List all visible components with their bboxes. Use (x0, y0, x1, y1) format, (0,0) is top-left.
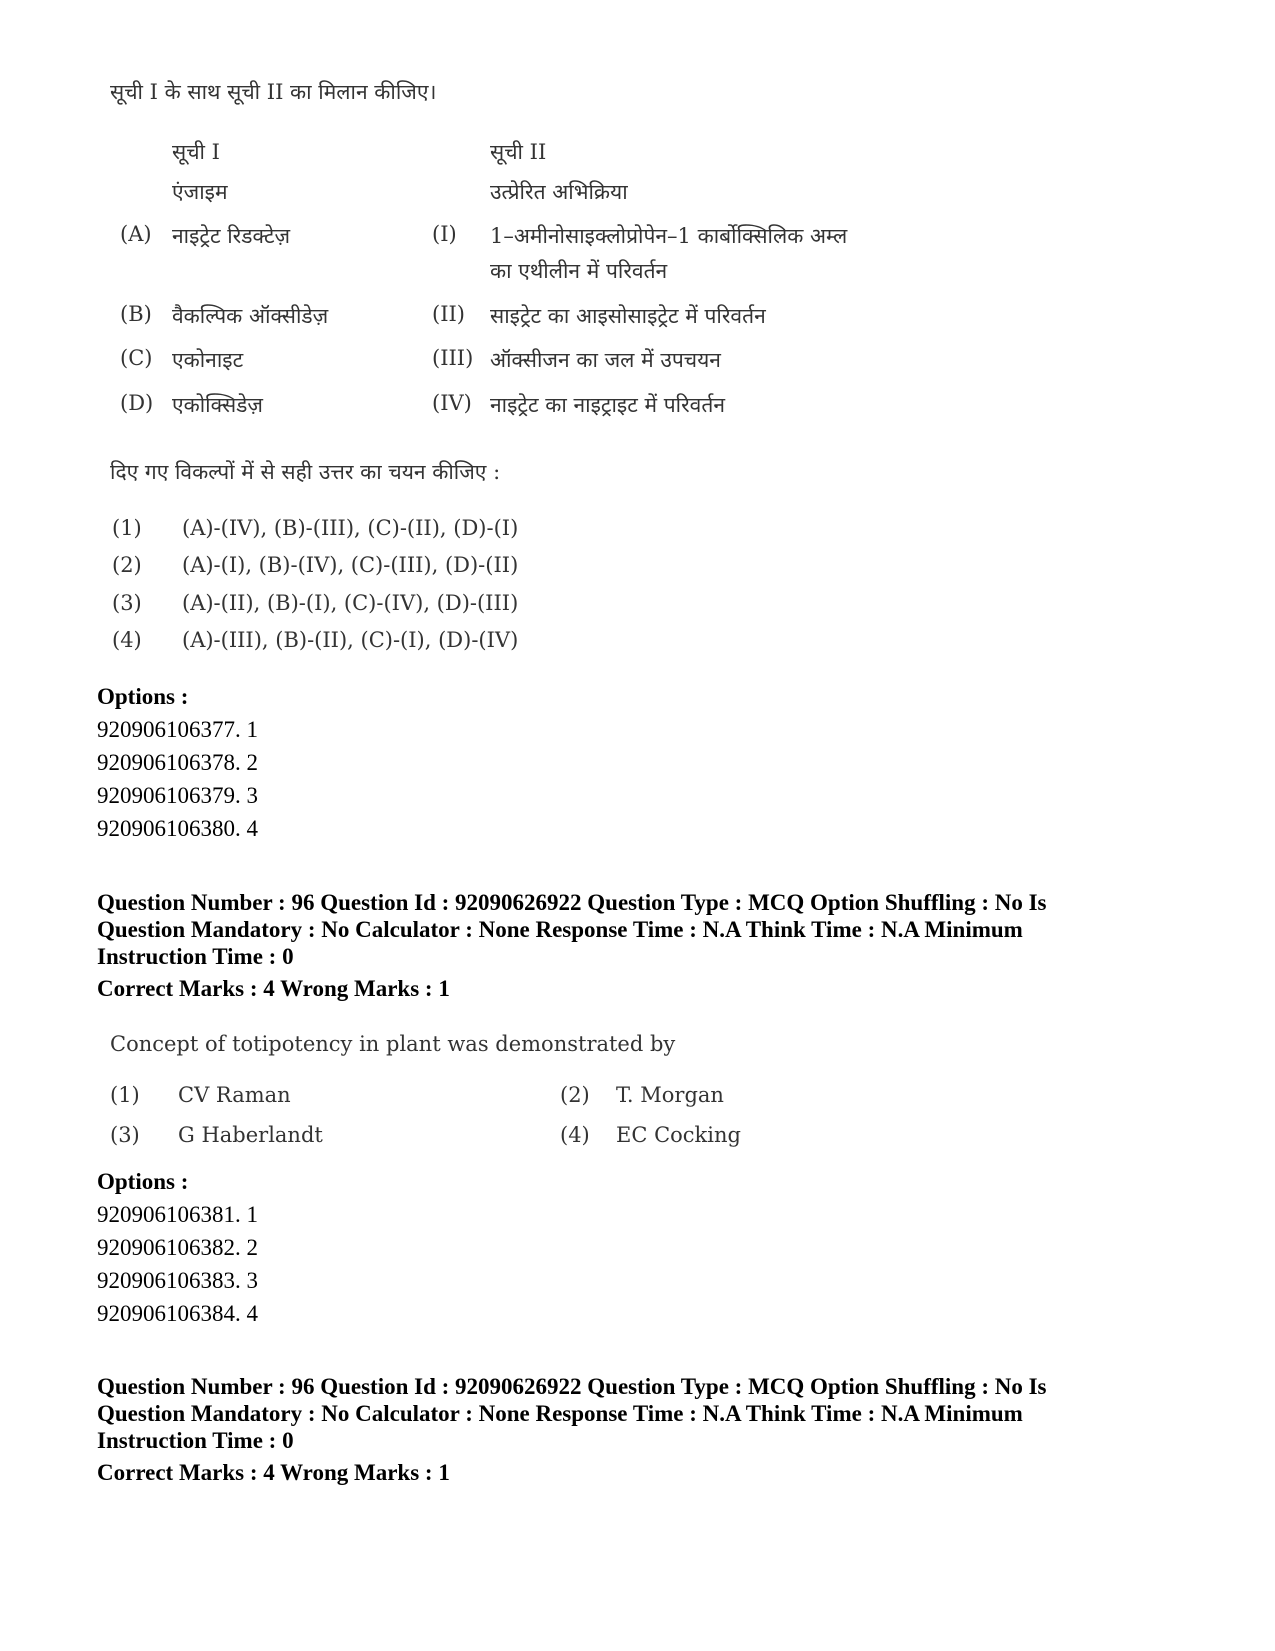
answer-number: (2) (560, 1083, 590, 1107)
list2-item-iii: ऑक्सीजन का जल में उपचयन (490, 348, 721, 372)
list1-item-c: एकोनाइट (172, 348, 244, 372)
answer-text: (A)-(I), (B)-(IV), (C)-(III), (D)-(II) (182, 553, 519, 577)
list2-label-iii: (III) (432, 346, 474, 370)
question-text: Concept of totipotency in plant was demonstrated by (110, 1032, 676, 1056)
options-label: Options : (97, 1169, 189, 1194)
list2-item-i-line2: का एथीलीन में परिवर्तन (490, 259, 668, 283)
answer-text: (A)-(IV), (B)-(III), (C)-(II), (D)-(I) (182, 516, 519, 540)
answer-text: T. Morgan (616, 1083, 724, 1107)
option-id: 920906106377. 1 (97, 717, 258, 742)
list1-item-b: वैकल्पिक ऑक्सीडेज़ (172, 304, 329, 328)
answer-number: (4) (560, 1123, 590, 1147)
list2-label-iv: (IV) (432, 391, 472, 415)
options-label: Options : (97, 684, 189, 709)
marks-line: Correct Marks : 4 Wrong Marks : 1 (97, 976, 450, 1001)
question-header-line: Instruction Time : 0 (97, 1428, 294, 1453)
option-id: 920906106380. 4 (97, 816, 258, 841)
answer-number: (3) (110, 1123, 140, 1147)
list1-item-d: एकोक्सिडेज़ (172, 393, 263, 417)
list2-label-ii: (II) (432, 302, 465, 326)
list1-label-c: (C) (120, 346, 153, 370)
list1-subtitle: एंजाइम (172, 180, 228, 204)
option-id: 920906106382. 2 (97, 1235, 258, 1260)
answer-text: EC Cocking (616, 1123, 741, 1147)
answer-text: (A)-(II), (B)-(I), (C)-(IV), (D)-(III) (182, 591, 519, 615)
list1-label-d: (D) (120, 391, 154, 415)
list2-subtitle: उत्प्रेरित अभिक्रिया (490, 180, 628, 204)
list2-item-ii: साइट्रेट का आइसोसाइट्रेट में परिवर्तन (490, 304, 766, 328)
answer-text: CV Raman (178, 1083, 291, 1107)
answer-number: (3) (112, 591, 142, 615)
answer-number: (2) (112, 553, 142, 577)
answer-text: G Haberlandt (178, 1123, 323, 1147)
option-id: 920906106379. 3 (97, 783, 258, 808)
answer-number: (4) (112, 628, 142, 652)
list1-label-b: (B) (120, 302, 152, 326)
list2-label-i: (I) (432, 222, 457, 246)
choose-instruction: दिए गए विकल्पों में से सही उत्तर का चयन कीजिए : (110, 460, 501, 484)
question-header-line: Question Mandatory : No Calculator : None Response Time : N.A Think Time : N.A Minimum (97, 917, 1023, 942)
option-id: 920906106378. 2 (97, 750, 258, 775)
list2-title: सूची II (490, 140, 547, 164)
list1-label-a: (A) (120, 222, 152, 246)
list2-item-i: 1–अमीनोसाइक्लोप्रोपेन–1 कार्बोक्सिलिक अम्ल (490, 224, 848, 248)
question-header-line: Question Mandatory : No Calculator : None Response Time : N.A Think Time : N.A Minimum (97, 1401, 1023, 1426)
question-header-line: Instruction Time : 0 (97, 944, 294, 969)
answer-text: (A)-(III), (B)-(II), (C)-(I), (D)-(IV) (182, 628, 519, 652)
answer-number: (1) (112, 516, 142, 540)
list2-item-iv: नाइट्रेट का नाइट्राइट में परिवर्तन (490, 393, 725, 417)
list1-title: सूची I (172, 140, 220, 164)
answer-number: (1) (110, 1083, 140, 1107)
question-header-line: Question Number : 96 Question Id : 92090626922 Question Type : MCQ Option Shuffling : No Is (97, 1374, 1047, 1399)
option-id: 920906106384. 4 (97, 1301, 258, 1326)
question-header-line: Question Number : 96 Question Id : 92090626922 Question Type : MCQ Option Shuffling : No Is (97, 890, 1047, 915)
option-id: 920906106381. 1 (97, 1202, 258, 1227)
marks-line: Correct Marks : 4 Wrong Marks : 1 (97, 1460, 450, 1485)
list1-item-a: नाइट्रेट रिडक्टेज़ (172, 224, 291, 248)
question-instruction: सूची I के साथ सूची II का मिलान कीजिए। (110, 80, 437, 104)
option-id: 920906106383. 3 (97, 1268, 258, 1293)
